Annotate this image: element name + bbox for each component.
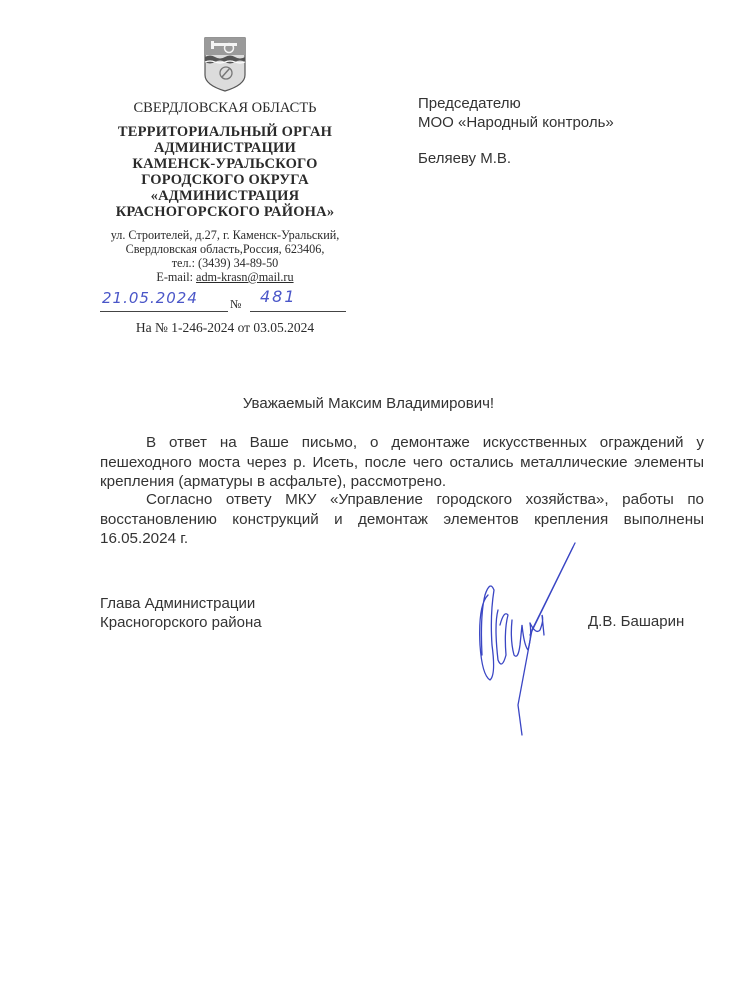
signer-name: Д.В. Башарин (588, 613, 685, 630)
org-line: КАМЕНСК-УРАЛЬСКОГО (132, 156, 318, 172)
salutation: Уважаемый Максим Владимирович! (242, 395, 495, 412)
paragraph-text: В ответ на Ваше письмо, о демонтаже искусственных ограждений у пешеходного моста через р. Исеть, после чего остались металлические элементы крепления (арматуры в асфальте), рассмотрено. (100, 434, 704, 490)
number-label: № (230, 297, 242, 311)
handwritten-signature (470, 535, 590, 740)
letter-paragraph (100, 433, 704, 492)
email-link[interactable]: adm-krasn@mail.ru (196, 270, 294, 284)
reply-reference: На № 1-246-2024 от 03.05.2024 (135, 320, 315, 335)
email-label: E-mail: (156, 270, 197, 284)
registration-line (100, 287, 350, 313)
sender-organization (95, 124, 355, 220)
address-line: ул. Строителей, д.27, г. Каменск-Уральский, (110, 228, 340, 242)
address-line: Свердловская область,Россия, 623406, (125, 242, 325, 256)
sender-region: СВЕРДЛОВСКАЯ ОБЛАСТЬ (133, 100, 317, 116)
org-line: КРАСНОГОРСКОГО РАЙОНА» (115, 204, 335, 220)
paragraph-text: Согласно ответу МКУ «Управление городского хозяйства», работы по восстановлению конструкций и демонтаж элементов крепления выполнены 16.05.2024 г. (100, 491, 704, 547)
coat-of-arms-icon (195, 35, 255, 95)
number-underline (250, 311, 346, 312)
org-line: ТЕРРИТОРИАЛЬНЫЙ ОРГАН (117, 124, 333, 140)
addressee-organization: МОО «Народный контроль» (418, 113, 614, 131)
org-line: ГОРОДСКОГО ОКРУГА (141, 172, 309, 188)
handwritten-number: 481 (260, 287, 297, 306)
letter-paragraph (100, 490, 704, 549)
position-line: Красногорского района (100, 614, 262, 631)
signer-position (100, 594, 262, 632)
date-underline (100, 311, 228, 312)
sender-contacts (95, 228, 355, 284)
handwritten-date: 21.05.2024 (102, 289, 198, 307)
addressee-name: Беляеву М.В. (418, 150, 512, 167)
position-line: Глава Администрации (100, 595, 256, 612)
phone: тел.: (3439) 34-89-50 (171, 256, 279, 270)
org-line: «АДМИНИСТРАЦИЯ (150, 188, 300, 204)
addressee-block (418, 95, 614, 169)
org-line: АДМИНИСТРАЦИИ (153, 140, 297, 156)
addressee-title: Председателю (418, 95, 521, 112)
email-row (95, 270, 355, 284)
